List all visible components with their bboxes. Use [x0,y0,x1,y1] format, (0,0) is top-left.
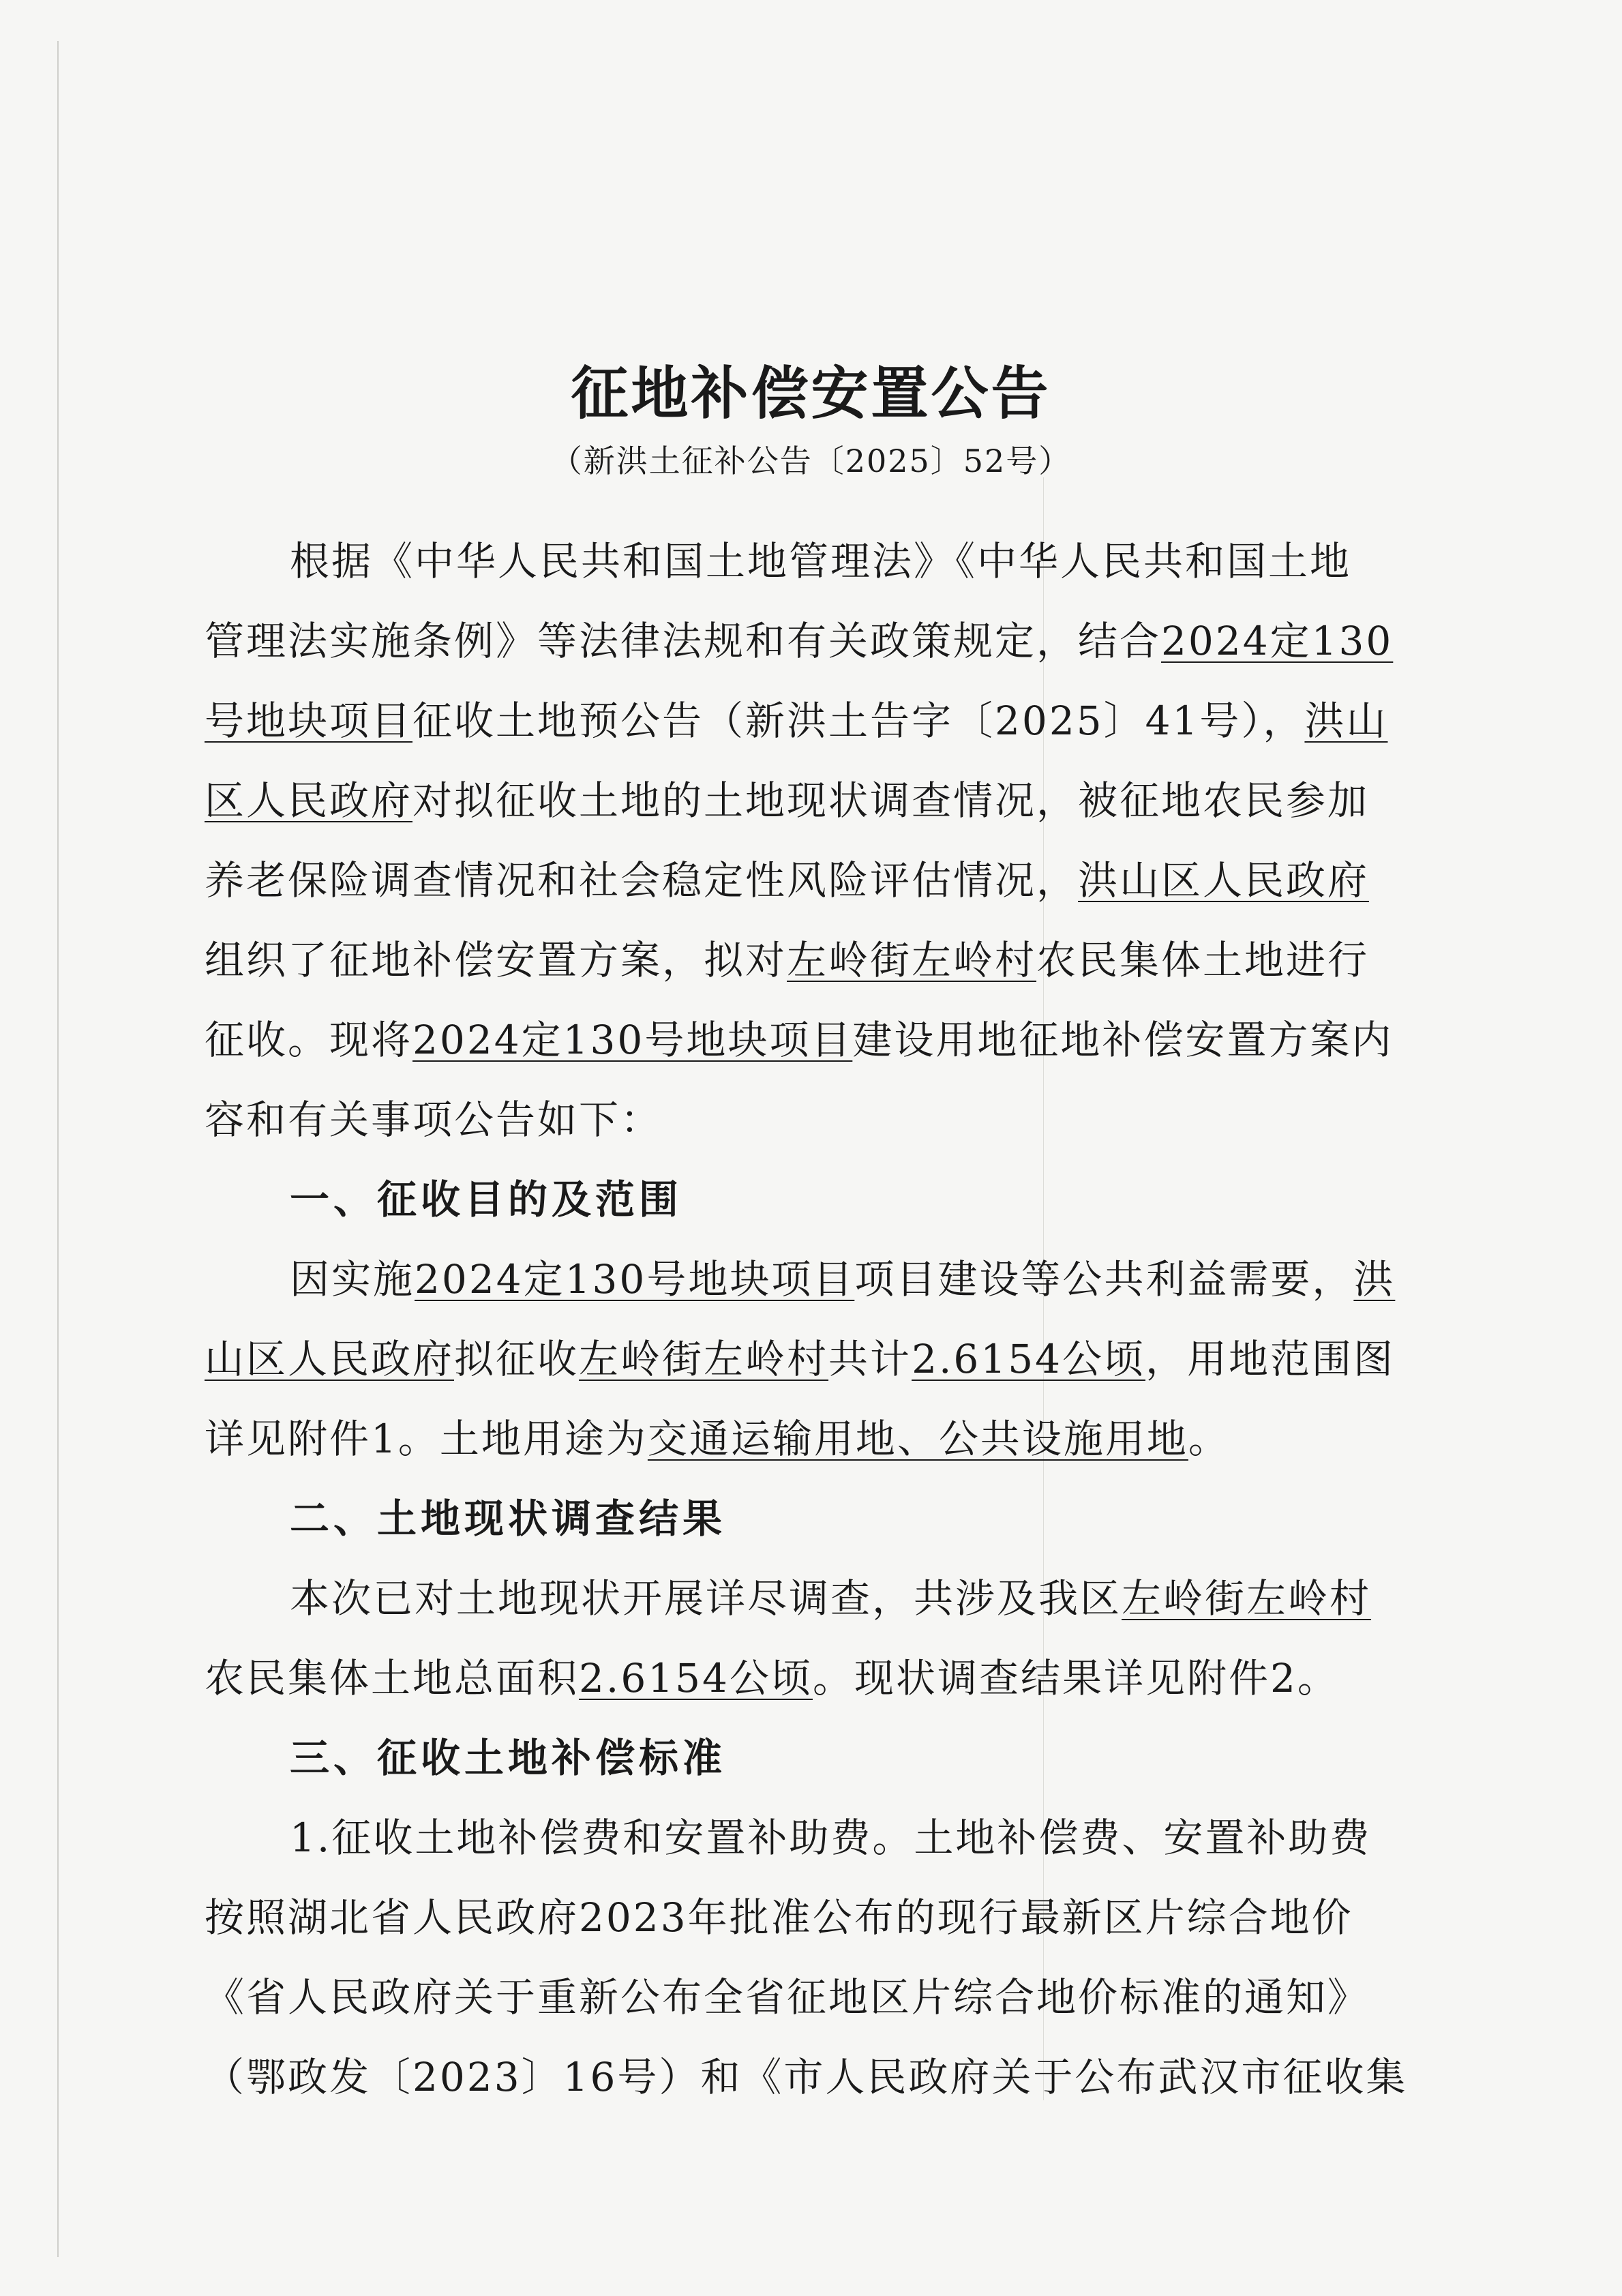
section2-line1: 本次已对土地现状开展详尽调查，共涉及我区左岭街左岭村 [290,1575,1372,1622]
para1-line7: 征收。现将2024定130号地块项目建设用地征地补偿安置方案内 [205,1017,1394,1063]
section3-line3: 《省人民政府关于重新公布全省征地区片综合地价标准的通知》 [205,1974,1370,2021]
section1-line3: 详见附件1。土地用途为交通运输用地、公共设施用地。 [205,1416,1230,1462]
para1-line2: 管理法实施条例》等法律法规和有关政策规定，结合2024定130 [205,618,1394,664]
para1-line6: 组织了征地补偿安置方案，拟对左岭街左岭村农民集体土地进行 [205,937,1370,983]
para1-line3: 号地块项目征收土地预公告（新洪土告字〔2025〕41号），洪山 [205,698,1388,744]
section3-heading: 三、征收土地补偿标准 [290,1735,727,1781]
para1-line4: 区人民政府对拟征收土地的土地现状调查情况，被征地农民参加 [205,777,1370,824]
para1-line1: 根据《中华人民共和国土地管理法》《中华人民共和国土地 [290,538,1352,584]
section2-line2: 农民集体土地总面积2.6154公顷。现状调查结果详见附件2。 [205,1655,1339,1701]
document-body [205,522,1408,2117]
document-number: （新洪土征补公告〔2025〕52号） [550,443,1072,479]
para1-line8: 容和有关事项公告如下： [205,1097,663,1143]
para1-line5: 养老保险调查情况和社会稳定性风险评估情况，洪山区人民政府 [205,857,1370,904]
section2-heading: 二、土地现状调查结果 [290,1495,727,1542]
section1-heading: 一、征收目的及范围 [290,1176,683,1223]
section3-line4: （鄂政发〔2023〕16号）和《市人民政府关于公布武汉市征收集 [205,2054,1408,2100]
document-title: 征地补偿安置公告 [571,360,1051,427]
section1-line2: 山区人民政府拟征收左岭街左岭村共计2.6154公顷，用地范围图 [205,1336,1396,1382]
section1-line1: 因实施2024定130号地块项目项目建设等公共利益需要，洪 [290,1256,1396,1302]
section3-line1: 1.征收土地补偿费和安置补助费。土地补偿费、安置补助费 [290,1815,1372,1861]
section3-line2: 按照湖北省人民政府2023年批准公布的现行最新区片综合地价 [205,1894,1353,1941]
